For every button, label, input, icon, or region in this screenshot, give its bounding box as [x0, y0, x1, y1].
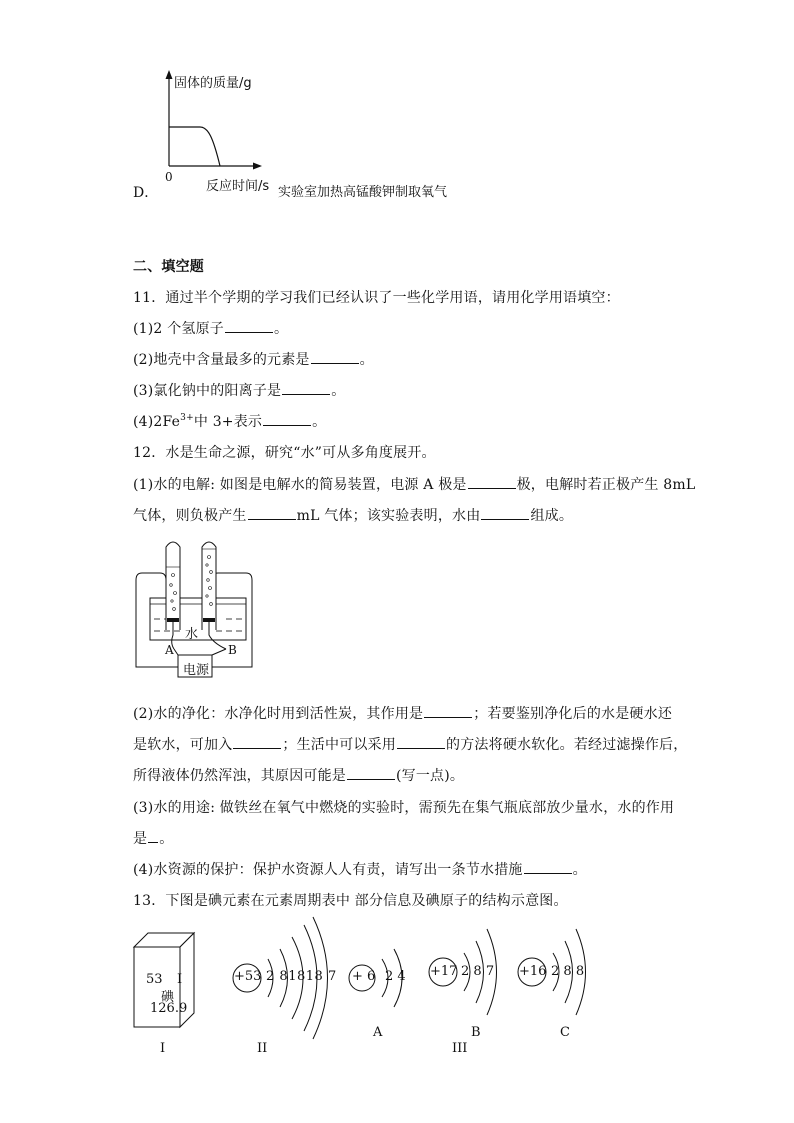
atom-b-nucleus: +17: [430, 964, 458, 979]
q11-part1: (1)2 个氢原子 。: [133, 321, 289, 337]
answer-blank[interactable]: [481, 507, 529, 520]
power-source-label: 电源: [183, 663, 210, 678]
electron-count: 8: [575, 964, 585, 979]
label-c: C: [560, 1025, 570, 1040]
answer-blank[interactable]: [248, 507, 296, 520]
x-axis-label: 反应时间/s: [206, 179, 270, 194]
answer-blank[interactable]: [424, 705, 472, 718]
atom-c-shells: [551, 964, 584, 979]
answer-blank[interactable]: [347, 767, 395, 780]
origin-label: 0: [165, 170, 173, 184]
electrode-a-label: A: [165, 643, 174, 657]
answer-blank[interactable]: [397, 736, 445, 749]
label-ii: II: [257, 1041, 268, 1056]
q11-part3: (3)氯化钠中的阳离子是 。: [133, 383, 346, 399]
electron-count: 7: [485, 964, 495, 979]
iodine-shells: [266, 969, 337, 984]
label-iii: III: [452, 1041, 468, 1056]
option-d-label: D．: [133, 185, 159, 201]
electron-count: 18: [305, 969, 324, 984]
electron-count: 18: [288, 969, 306, 984]
q13-stem: 13．下图是碘元素在元素周期表中 部分信息及碘原子的结构示意图。: [133, 893, 568, 909]
iodine-nucleus: +53: [234, 969, 262, 984]
electron-count: 2: [551, 964, 560, 979]
label-b: B: [471, 1025, 481, 1040]
atomic-mass: 126.9: [150, 1001, 188, 1016]
q12-s2-line3: 所得液体仍然浑浊，其原因可能是 (写一点)。: [133, 768, 465, 784]
q12-s1-line1: (1)水的电解: 如图是电解水的简易装置，电源 A 极是 极，电解时若正极产生 8mL: [133, 477, 696, 493]
mass-curve: [169, 127, 220, 166]
element-name: 碘: [161, 990, 175, 1005]
atom-c-nucleus: +16: [519, 964, 547, 979]
x-axis-arrow: [253, 163, 262, 170]
answer-blank[interactable]: [468, 476, 516, 489]
electron-count: 8: [279, 969, 289, 984]
q12-stem: 12．水是生命之源，研究“水”可从多角度展开。: [133, 445, 436, 461]
electron-count: 2: [266, 969, 275, 984]
electron-count: 4: [397, 969, 406, 984]
q12-s1-line2: 气体，则负极产生 mL 气体；该实验表明，水由 组成。: [133, 508, 574, 524]
answer-blank[interactable]: [225, 320, 273, 333]
answer-blank[interactable]: [311, 351, 359, 364]
answer-blank[interactable]: [148, 830, 158, 843]
y-axis-arrow: [166, 70, 173, 79]
y-axis-label: 固体的质量/g: [174, 76, 252, 91]
electron-count: 8: [473, 964, 482, 979]
electrode-b-label: B: [228, 643, 237, 657]
q12-s4: (4)水资源的保护：保护水资源人人有责，请写出一条节水措施 。: [133, 862, 587, 878]
answer-blank[interactable]: [263, 413, 311, 426]
answer-blank[interactable]: [282, 382, 330, 395]
atomic-number: 53: [146, 972, 163, 987]
answer-blank[interactable]: [233, 736, 281, 749]
electron-count: 2: [461, 964, 470, 979]
q12-s2-line2: 是软水，可加入 ；生活中可以采用 的方法将硬水软化。若经过滤操作后，: [133, 737, 688, 753]
q11-part4: $(4)2Fe^{3+}$中 3+表示 。: [133, 413, 327, 430]
electron-count: 8: [563, 964, 572, 979]
electron-count: 2: [385, 969, 394, 984]
q12-s2-line1: (2)水的净化：水净化时用到活性炭，其作用是 ；若要鉴别净化后的水是硬水还: [133, 706, 673, 722]
label-i: I: [160, 1041, 166, 1056]
atom-a-nucleus: + 6: [352, 969, 376, 984]
label-a: A: [373, 1025, 383, 1040]
q12-s3-line1: (3)水的用途: 做铁丝在氧气中燃烧的实验时，需预先在集气瓶底部放少量水，水的作用: [133, 800, 675, 816]
q11-stem: 11．通过半个学期的学习我们已经认识了一些化学用语，请用化学用语填空：: [133, 290, 620, 306]
option-d-caption: 实验室加热高锰酸钾制取氧气: [278, 185, 448, 200]
atom-b-shells: [461, 964, 494, 979]
answer-blank[interactable]: [524, 861, 572, 874]
water-label: 水: [185, 627, 199, 642]
q12-s3-line2: 是 。: [133, 831, 174, 847]
atom-a-shells: [385, 969, 406, 984]
q11-part2: (2)地壳中含量最多的元素是 。: [133, 352, 374, 368]
element-symbol: I: [177, 972, 183, 987]
section-title: 二、填空题: [133, 259, 204, 275]
electron-count: 7: [327, 969, 337, 984]
